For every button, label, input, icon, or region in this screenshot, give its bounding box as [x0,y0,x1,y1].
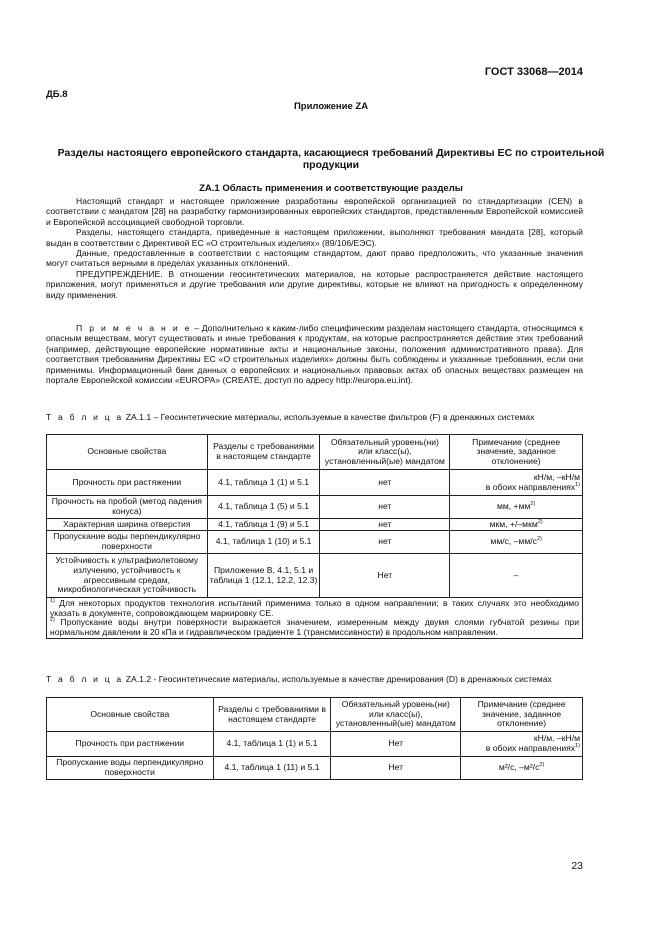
header-cell: Основные свойства [47,698,214,732]
cell-note [450,554,583,598]
standard-number: ГОСТ 33068—2014 [484,66,583,78]
table-header-row [47,435,583,470]
table2-caption-text: ZA.1.2 - Геосинтетические материалы, используемые в качестве дренирования (D) в дренажных системах [123,674,552,684]
cell-note [450,496,583,519]
footnote-text: Для некоторых продуктов технология испытаний применима только в одном направлении; в таких случаях это необходимо указать в документе, сопровождающем маркировку CE. [50,598,579,618]
cell-level: нет [320,470,450,496]
cell-section: 4.1, таблица 1 (11) и 5.1 [213,757,331,780]
page-number: 23 [571,860,583,872]
table-row [47,531,583,554]
footnote-text: Пропускание воды внутри поверхности выражается значением, измеренным между двумя слоями губчатой резины при нормальном давлении в 20 кПа и гидравлическом градиенте 1 (трансмиссивности) в продольном направлении. [50,617,579,637]
cell-level: нет [320,519,450,531]
cell-section: 4.1, таблица 1 (10) и 5.1 [207,531,320,554]
cell-section: 4.1, таблица 1 (1) и 5.1 [213,732,331,757]
table2 [46,697,583,780]
table-row [47,554,583,598]
header-cell: Обязательный уровень(ни) или класс(ы), установленный(ые) мандатом [320,435,450,470]
table1-label: Т а б л и ц а [46,412,124,422]
note-value: кН/м, –кН/м [533,733,580,744]
table2-label: Т а б л и ц а [46,674,124,684]
footnote-ref: 1) [575,743,580,750]
header-cell: Разделы с требованиями в настоящем стандарте [213,698,331,732]
cell-level: нет [320,496,450,519]
cell-section: 4.1, таблица 1 (1) и 5.1 [207,470,320,496]
footnote-mark: 1) [50,598,55,605]
table1-caption [46,413,583,422]
table-footnotes [47,598,583,639]
document-code: ДБ.8 [46,89,68,100]
table2-caption [46,675,583,684]
table1-caption-text: ZA.1.1 – Геосинтетические материалы, используемые в качестве фильтров (F) в дренажных системах [123,412,535,422]
cell-property: Устойчивость к ультрафиолетовому излучению, устойчивость к агрессивным средам, микробиологическая устойчивость [47,554,208,598]
body-text [46,196,583,300]
note-value: мм, +мм [496,501,531,512]
footnote-ref: 2) [536,536,542,543]
note-value: – [513,569,519,580]
cell-note [461,732,583,757]
table-row [47,732,583,757]
section-title: ZA.1 Область применения и соответствующие разделы [199,183,463,194]
note-value: м²/с, –м²/с [498,762,540,773]
table-row [47,470,583,496]
footnote-ref: 2) [530,501,536,508]
note-text: – Дополнительно к каким-либо специфическим разделам настоящего стандарта, относящимся к опасным веществам, могут существовать и иные требования к продуктам, на которые распространяется действие этих требований (например, действующие европейские нормативные акты и национальные законы, положения административного права). Для соответствия требованиям Директивы ЕС «О строительных изделиях» должны быть соблюдены и указанные требования, если они применимы. Информационный банк данных о европейских и национальных правовых актах об опасных веществах размещен на портале Европейской комиссии «EUROPA» (CREATE, доступ по адресу http://europa.eu.int). [46,323,583,386]
table1 [46,434,583,639]
header-cell: Примечание (среднее значение, заданное отклонение) [450,435,583,470]
cell-note [450,531,583,554]
cell-property: Характерная ширина отверстия [47,519,208,531]
cell-section: 4.1, таблица 1 (5) и 5.1 [207,496,320,519]
cell-level: Нет [331,732,461,757]
cell-section: Приложение В, 4.1, 5.1 и таблица 1 (12.1, 12.2, 12.3) [207,554,320,598]
cell-note [461,757,583,780]
cell-property: Пропускание воды перпендикулярно поверхности [47,531,208,554]
paragraph: Данные, предоставленные в соответствии с настоящим стандартом, дают право предположить, что указанные значения могут считаться верными в пределах указанных отклонений. [46,248,583,269]
header-cell: Примечание (среднее значение, заданное отклонение) [461,698,583,732]
cell-level: Нет [320,554,450,598]
table-header-row [47,698,583,732]
cell-section: 4.1, таблица 1 (9) и 5.1 [207,519,320,531]
footnote-ref: 2) [539,762,545,769]
note-direction: в обоих направлениях [485,481,576,492]
note [46,323,583,385]
header-cell: Обязательный уровень(ни) или класс(ы), установленный(ые) мандатом [331,698,461,732]
footnote-ref: 1) [575,481,580,488]
cell-level: нет [320,531,450,554]
paragraph: Разделы, настоящего стандарта, приведенные в настоящем приложении, выполняют требования мандата [28], который выдан в соответствии с Директивой ЕС «О строительных изделиях» (89/106/ЕЭС). [46,227,583,248]
footnote-mark: 2) [50,617,55,624]
table-footnote-row [47,598,583,639]
cell-level: Нет [331,757,461,780]
table-row [47,757,583,780]
cell-property: Пропускание воды перпендикулярно поверхности [47,757,214,780]
paragraph: Настоящий стандарт и настоящее приложение разработаны европейской организацией по стандартизации (CEN) в соответствии с мандатом [28] на разработку гармонизированных европейских стандартов, представленным Европейской комиссией и Европейской ассоциацией свободной торговли. [46,196,583,227]
paragraph: ПРЕДУПРЕЖДЕНИЕ. В отношении геосинтетических материалов, на которые распространяется действие настоящего приложения, могут применяться и другие требования или другие директивы, которые не влияют на пригодность к определенному виду применения. [46,268,583,300]
note-value: кН/м, –кН/м [533,471,580,482]
cell-property: Прочность при растяжении [47,470,208,496]
cell-property: Прочность при растяжении [47,732,214,757]
note-direction: в обоих направлениях [485,743,576,753]
cell-note [450,470,583,496]
appendix-title: Приложение ZA [293,101,369,112]
cell-note [450,519,583,531]
main-title: Разделы настоящего европейского стандарта, касающиеся требований Директивы ЕС по строительной продукции [57,147,605,171]
footnote-ref: 2) [537,518,543,525]
note-value: мкм, +/–мкм [489,518,538,529]
note-value: мм/с, –мм/с [490,536,537,547]
table-row [47,519,583,531]
header-cell: Разделы с требованиями в настоящем стандарте [207,435,320,470]
cell-property: Прочность на пробой (метод падения конуса) [47,496,208,519]
note-label: П р и м е ч а н и е [76,323,192,333]
table-row [47,496,583,519]
header-cell: Основные свойства [47,435,208,470]
